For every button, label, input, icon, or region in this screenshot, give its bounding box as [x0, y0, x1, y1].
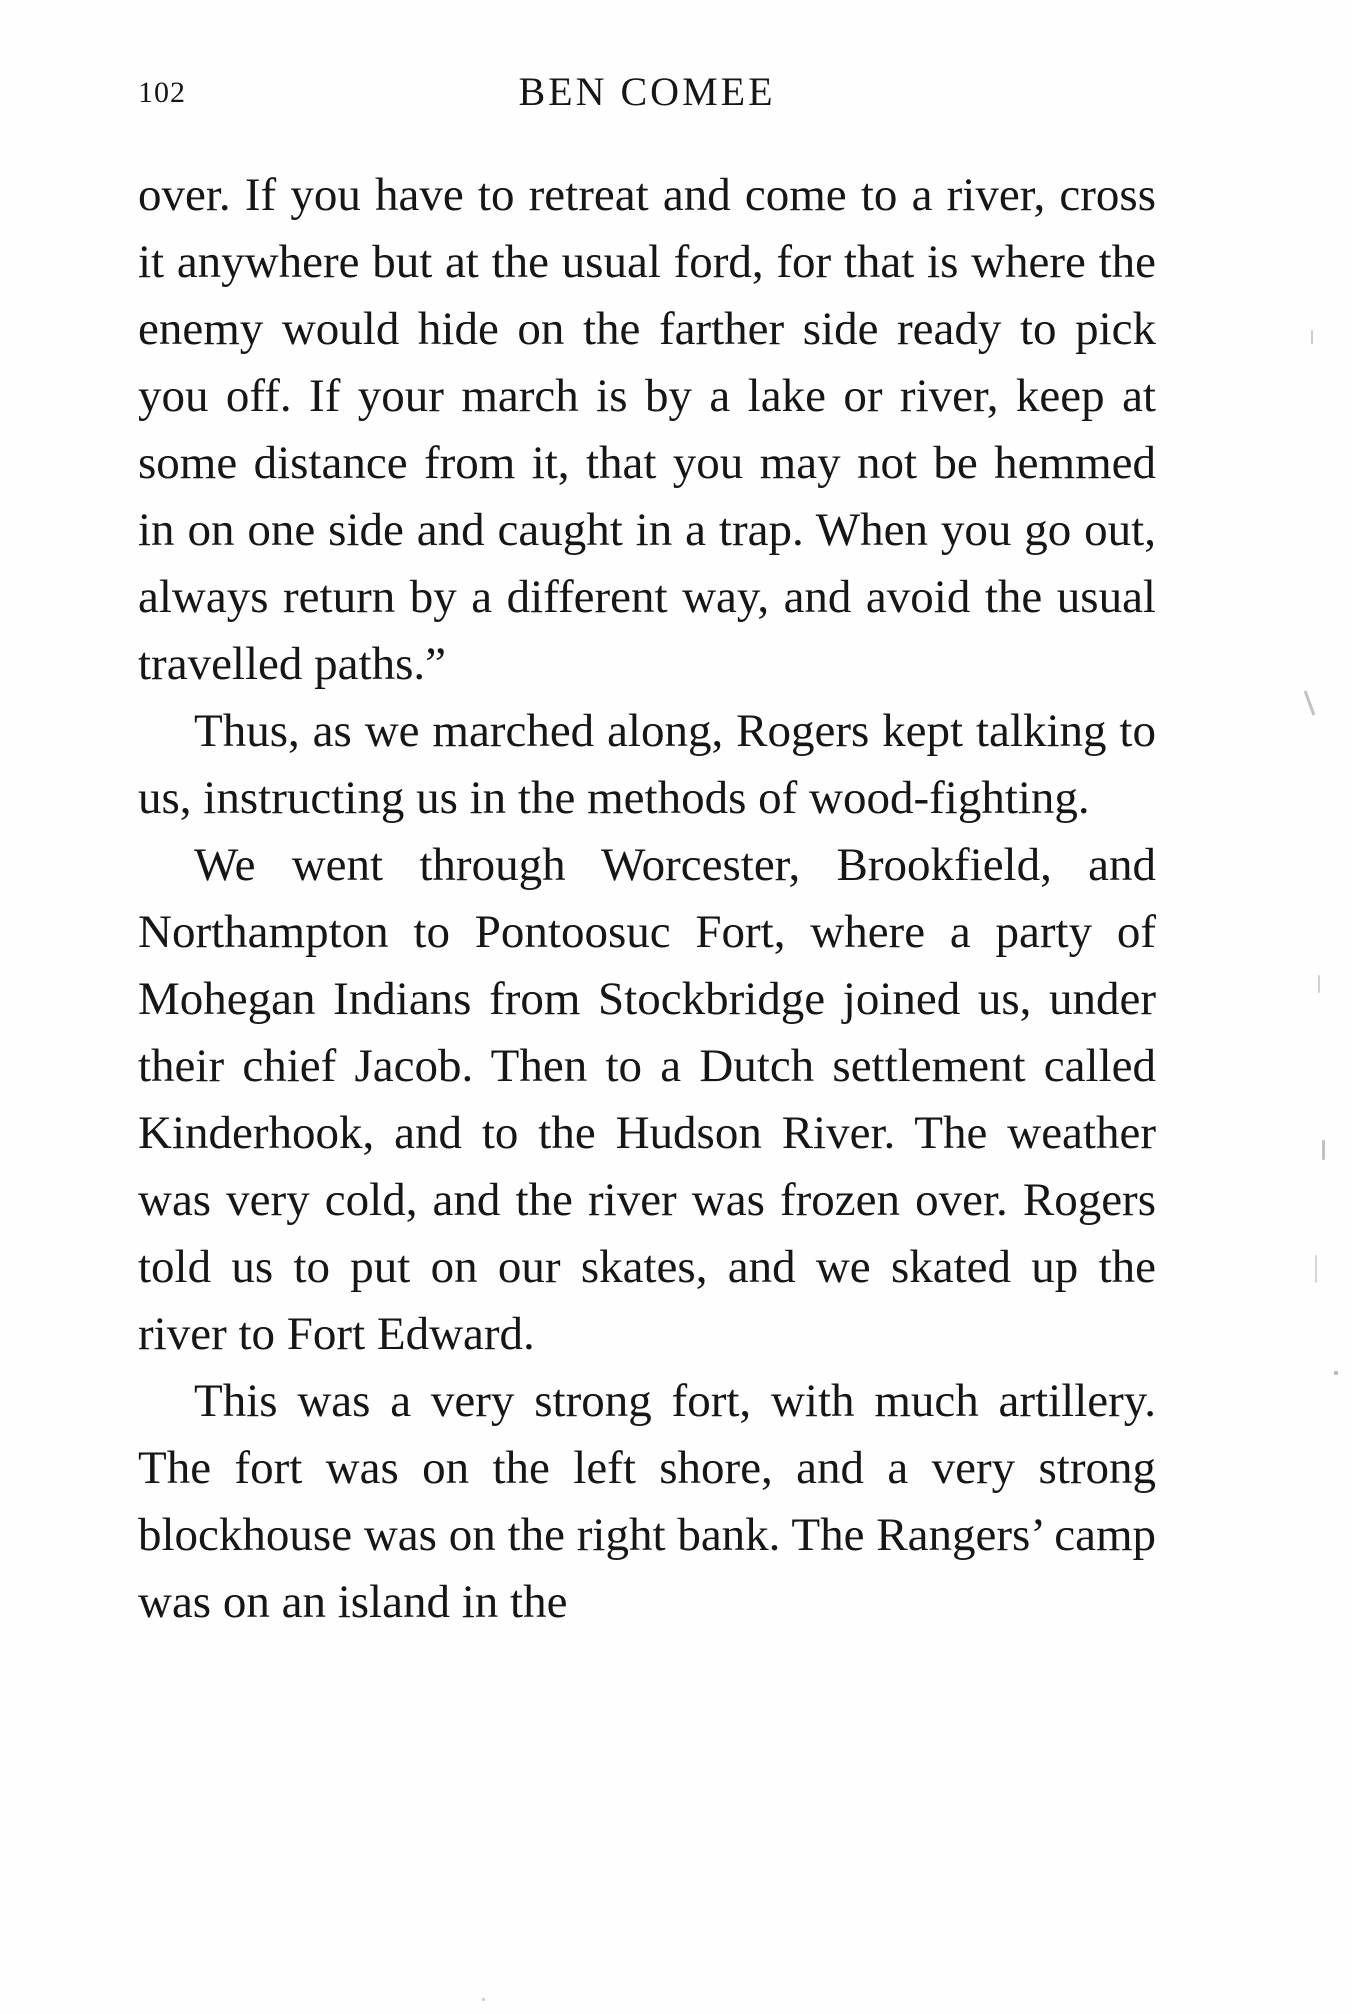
scan-speck: [482, 1998, 485, 2001]
paragraph: This was a very strong fort, with much artillery. The fort was on the left shore, and a very strong blockhouse was on the right bank. The Rangers’ camp was on an island in the: [138, 1375, 1156, 1628]
book-title: BEN COMEE: [518, 69, 776, 114]
scan-speck: [1311, 330, 1313, 344]
running-head: [138, 68, 1156, 118]
paragraph: We went through Worcester, Brookfield, and Northampton to Pontoosuc Fort, where a party of Mohegan Indians from Stockbridge joined us, under their chief Jacob. Then to a Dutch settlement called Kinderhook, and to the Hudson River. The weather was very cold, and the river was frozen over. Rogers told us to put on our skates, and we skated up the river to Fort Edward.: [138, 839, 1156, 1360]
body-text: [138, 162, 1156, 1636]
scan-speck: [1334, 1371, 1338, 1375]
paragraph: Thus, as we marched along, Rogers kept talking to us, instructing us in the methods of wood-fighting.: [138, 705, 1156, 824]
paragraph-continued: over. If you have to retreat and come to a river, cross it anywhere but at the usual ford, for that is where the enemy would hide on the farther side ready to pick you off. If your march is by a lake or river, keep at some distance from it, that you may not be hemmed in on one side and caught in a trap. When you go out, always return by a different way, and avoid the usual travelled paths.”: [138, 169, 1156, 690]
page-number: 102: [138, 76, 186, 109]
scan-speck: [1315, 1255, 1317, 1283]
scan-speck: [1322, 1140, 1325, 1160]
scan-speck: [1318, 975, 1320, 993]
scan-speck: [1304, 690, 1316, 715]
